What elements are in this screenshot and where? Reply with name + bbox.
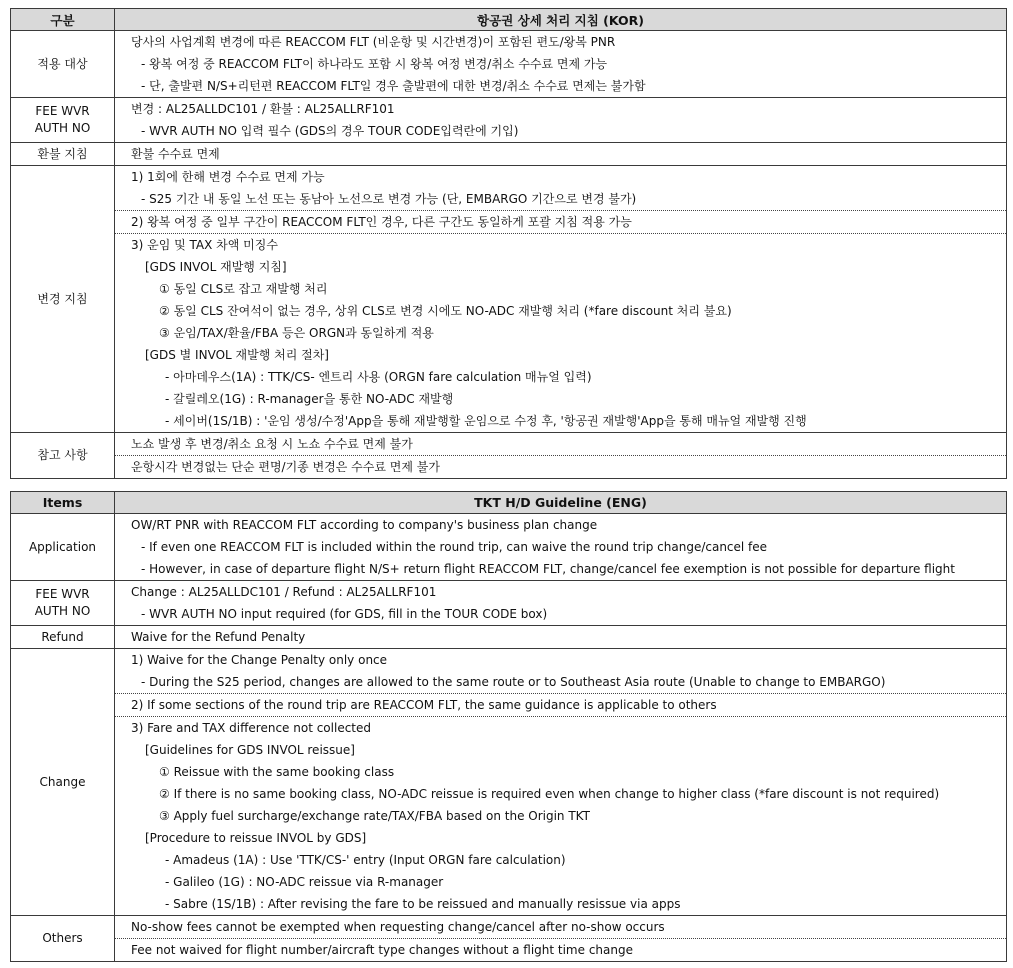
guideline-line: 노쇼 발생 후 변경/취소 요청 시 노쇼 수수료 면제 불가 [131, 437, 413, 451]
table-row [11, 916, 1007, 939]
guideline-line: Fee not waived for flight number/aircraft type changes without a flight time change [131, 943, 633, 957]
guideline-line: ③ Apply fuel surcharge/exchange rate/TAX/FBA based on the Origin TKT [159, 809, 590, 823]
row-content-cell [115, 143, 1007, 166]
table-row [11, 456, 1007, 479]
guideline-line: ③ 운임/TAX/환율/FBA 등은 ORGN과 동일하게 적용 [159, 326, 434, 340]
row-category-label: FEE WVR [35, 104, 90, 118]
row-category-label: 참고 사항 [37, 448, 88, 462]
row-content-cell [115, 717, 1007, 916]
guideline-line: - 세이버(1S/1B) : '운임 생성/수정'App을 통해 재발행할 운임으로 수정 후, '항공권 재발행'App을 통해 매뉴얼 재발행 진행 [165, 414, 807, 428]
row-content-cell [115, 939, 1007, 962]
guideline-line: - Galileo (1G) : NO-ADC reissue via R-manager [165, 875, 444, 889]
guideline-line: - If even one REACCOM FLT is included within the round trip, can waive the round trip change/cancel fee [141, 540, 768, 554]
guideline-line: - WVR AUTH NO input required (for GDS, fill in the TOUR CODE box) [141, 607, 548, 621]
row-category-label: 환불 지침 [37, 146, 88, 161]
guideline-line: Change : AL25ALLDC101 / Refund : AL25ALLRF101 [131, 585, 437, 599]
row-category-label: 적용 대상 [37, 56, 88, 71]
table-row [11, 143, 1007, 166]
guideline-line: - 단, 출발편 N/S+리턴편 REACCOM FLT일 경우 출발편에 대한 변경/취소 수수료 면제는 불가함 [141, 79, 646, 93]
row-content-cell [115, 234, 1007, 433]
row-category-cell [11, 143, 115, 166]
row-content-cell [115, 626, 1007, 649]
row-category-cell [11, 514, 115, 581]
table-row [11, 31, 1007, 98]
guideline-line: - 아마데우스(1A) : TTK/CS- 엔트리 사용 (ORGN fare calculation 매뉴얼 입력) [165, 370, 592, 384]
row-content-cell [115, 211, 1007, 234]
table-row [11, 626, 1007, 649]
row-category-cell [11, 649, 115, 916]
guideline-line: 당사의 사업계획 변경에 따른 REACCOM FLT (비운항 및 시간변경)이 포함된 편도/왕복 PNR [131, 35, 616, 49]
guideline-line: ① Reissue with the same booking class [159, 765, 395, 779]
guideline-line: - S25 기간 내 동일 노선 또는 동남아 노선으로 변경 가능 (단, EMBARGO 기간으로 변경 불가) [141, 192, 637, 206]
table-row [11, 166, 1007, 211]
guideline-line: 3) 운임 및 TAX 차액 미징수 [131, 238, 278, 252]
table-row [11, 234, 1007, 433]
row-category-cell [11, 433, 115, 479]
guideline-line: Waive for the Refund Penalty [131, 630, 306, 644]
guideline-line: - 왕복 여정 중 REACCOM FLT이 하나라도 포함 시 왕복 여정 변경/취소 수수료 면제 가능 [141, 57, 608, 71]
guideline-line: [Guidelines for GDS INVOL reissue] [145, 743, 355, 757]
guideline-line: 3) Fare and TAX difference not collected [131, 721, 371, 735]
guideline-line: - Sabre (1S/1B) : After revising the fare to be reissued and manually resissue via apps [165, 897, 681, 911]
table-header-row [11, 492, 1007, 514]
guideline-line: - However, in case of departure flight N/S+ return flight REACCOM FLT, change/cancel fee exemption is not possible for departure flight [141, 562, 955, 576]
row-category-cell [11, 31, 115, 98]
row-content-cell [115, 166, 1007, 211]
row-category-label: FEE WVR [35, 587, 90, 601]
table-row [11, 98, 1007, 143]
row-content-cell [115, 31, 1007, 98]
guideline-line: - WVR AUTH NO 입력 필수 (GDS의 경우 TOUR CODE입력란에 기입) [141, 124, 519, 138]
guideline-line: ② 동일 CLS 잔여석이 없는 경우, 상위 CLS로 변경 시에도 NO-ADC 재발행 처리 (*fare discount 처리 불요) [159, 304, 732, 318]
row-content-cell [115, 916, 1007, 939]
row-content-cell [115, 456, 1007, 479]
header-title: TKT H/D Guideline (ENG) [115, 492, 1007, 514]
row-content-cell [115, 98, 1007, 143]
row-category-label: Change [39, 774, 86, 789]
table-row [11, 211, 1007, 234]
guideline-line: 2) 왕복 여정 중 일부 구간이 REACCOM FLT인 경우, 다른 구간도 동일하게 포괄 지침 적용 가능 [131, 215, 632, 229]
table-row [11, 717, 1007, 916]
row-category-cell [11, 166, 115, 433]
row-category-label: Others [42, 931, 83, 945]
row-category-label: Application [28, 539, 97, 554]
guideline-line: [GDS INVOL 재발행 지침] [145, 260, 287, 274]
guideline-line: 운항시각 변경없는 단순 편명/기종 변경은 수수료 면제 불가 [131, 460, 440, 474]
table-row [11, 433, 1007, 456]
guideline-line: - During the S25 period, changes are allowed to the same route or to Southeast Asia route (Unable to change to EMBARGO) [141, 675, 886, 689]
table-row [11, 649, 1007, 694]
guideline-line: ① 동일 CLS로 잡고 재발행 처리 [159, 282, 328, 296]
guideline-line: 2) If some sections of the round trip are REACCOM FLT, the same guidance is applicable to others [131, 698, 717, 712]
guideline-table-kor [10, 8, 1007, 479]
guideline-line: 환불 수수료 면제 [131, 147, 220, 161]
row-category-cell [11, 626, 115, 649]
row-content-cell [115, 694, 1007, 717]
table-body [11, 514, 1007, 962]
row-content-cell [115, 514, 1007, 581]
guideline-line: ② If there is no same booking class, NO-ADC reissue is required even when change to higher class (*fare discount is not required) [159, 787, 940, 801]
guideline-line: - Amadeus (1A) : Use 'TTK/CS-' entry (Input ORGN fare calculation) [165, 853, 566, 867]
table-row [11, 581, 1007, 626]
row-category-label: 변경 지침 [37, 291, 88, 306]
row-category-cell [11, 916, 115, 962]
guideline-line: 1) 1회에 한해 변경 수수료 면제 가능 [131, 170, 325, 184]
row-category-label: AUTH NO [34, 121, 91, 135]
row-category-cell [11, 98, 115, 143]
row-content-cell [115, 433, 1007, 456]
guideline-line: - 갈릴레오(1G) : R-manager을 통한 NO-ADC 재발행 [165, 392, 454, 406]
guideline-line: No-show fees cannot be exempted when requesting change/cancel after no-show occurs [131, 920, 665, 934]
guideline-table-eng [10, 491, 1007, 962]
table-header-row [11, 9, 1007, 31]
header-category: 구분 [11, 9, 115, 31]
row-category-label: AUTH NO [34, 604, 91, 618]
table-body [11, 31, 1007, 479]
header-title: 항공권 상세 처리 지침 (KOR) [115, 9, 1007, 31]
row-category-label: Refund [41, 629, 84, 644]
guideline-line: 변경 : AL25ALLDC101 / 환불 : AL25ALLRF101 [131, 102, 395, 116]
guideline-line: 1) Waive for the Change Penalty only once [131, 653, 388, 667]
header-category: Items [11, 492, 115, 514]
guideline-line: [Procedure to reissue INVOL by GDS] [145, 831, 367, 845]
guideline-line: OW/RT PNR with REACCOM FLT according to company's business plan change [131, 518, 598, 532]
row-content-cell [115, 649, 1007, 694]
row-category-cell [11, 581, 115, 626]
row-content-cell [115, 581, 1007, 626]
table-row [11, 514, 1007, 581]
table-row [11, 939, 1007, 962]
table-row [11, 694, 1007, 717]
guideline-line: [GDS 별 INVOL 재발행 처리 절차] [145, 348, 329, 362]
